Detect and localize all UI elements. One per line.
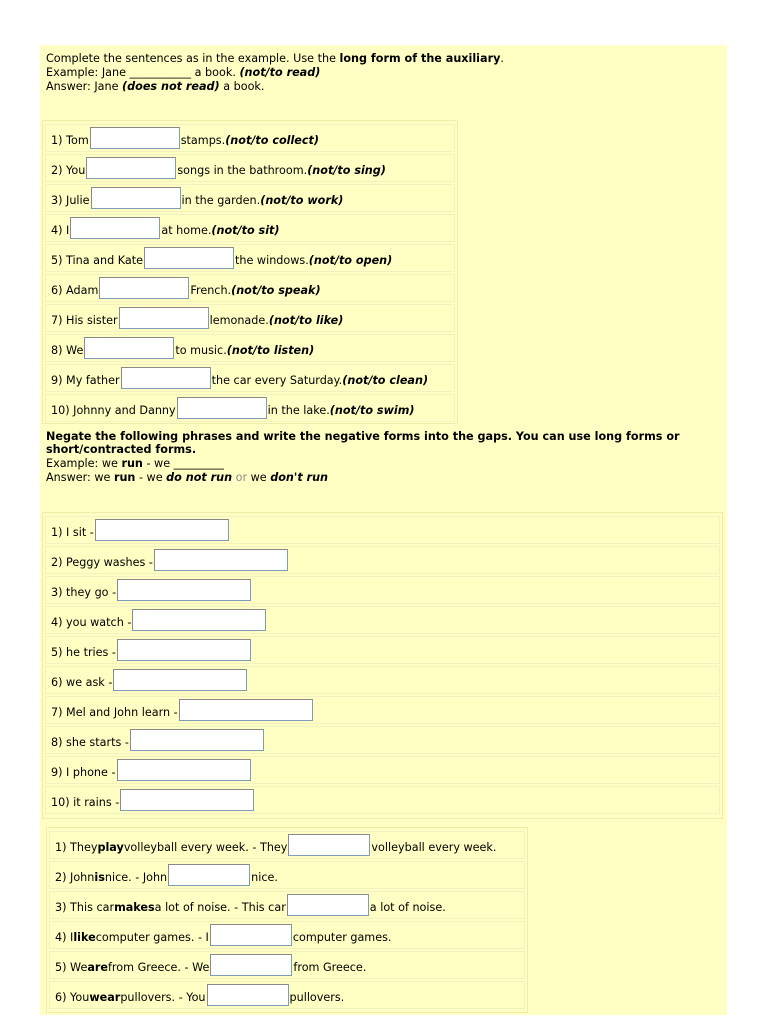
answer-input[interactable] [95, 519, 229, 541]
answer-input[interactable] [119, 307, 209, 329]
exercise1-row [45, 214, 455, 242]
answer-input[interactable] [287, 894, 369, 916]
answer-input[interactable] [177, 397, 267, 419]
section1-example [46, 66, 320, 79]
example-hint: (not/to read) [239, 66, 321, 79]
exercise1-row [45, 274, 455, 302]
exercise2-row [45, 636, 720, 664]
answer-input[interactable] [99, 277, 189, 299]
row-suffix: to music. [175, 344, 227, 357]
answer-input[interactable] [90, 127, 180, 149]
row-suffix: at home. [161, 224, 212, 237]
instruction-end: . [500, 52, 504, 65]
answer-input[interactable] [144, 247, 234, 269]
row-hint: (not/to listen) [226, 344, 315, 357]
exercise3-table [46, 827, 528, 1013]
answer-input[interactable] [168, 864, 250, 886]
exercise1-row [45, 154, 455, 182]
row-suffix: the windows. [235, 254, 309, 267]
exercise2-row [45, 756, 720, 784]
row-prefix: 7) His sister [51, 314, 118, 327]
exercise1-row [45, 244, 455, 272]
answer-input[interactable] [117, 759, 251, 781]
row-suffix: pullovers. [289, 991, 345, 1004]
section2-instruction-line1: Negate the following phrases and write the negative forms into the gaps. You can use long forms or [46, 430, 680, 443]
row-hint: (not/to clean) [342, 374, 429, 387]
row-suffix: in the lake. [267, 404, 330, 417]
answer-text: Answer: Jane [46, 80, 123, 93]
instruction-text: Complete the sentences as in the example. Use the [46, 52, 340, 65]
row-prefix: 4) I [55, 931, 74, 944]
row-hint: (not/to speak) [231, 284, 321, 297]
example-text: Example: we [46, 457, 122, 470]
row-prefix: 1) They [55, 841, 98, 854]
row-hint: (not/to open) [308, 254, 393, 267]
exercise3-row [49, 891, 525, 919]
row-hint: (not/to sit) [211, 224, 280, 237]
row-middle: a lot of noise. - This car [154, 901, 286, 914]
exercise2-row [45, 546, 720, 574]
worksheet [40, 45, 727, 1015]
section1-answer [46, 80, 264, 93]
row-prefix: 5) Tina and Kate [51, 254, 144, 267]
row-suffix: a lot of noise. [369, 901, 446, 914]
row-middle: computer games. - I [95, 931, 209, 944]
row-prefix: 4) you watch - [51, 616, 132, 629]
answer-end: a book. [219, 80, 265, 93]
row-prefix: 8) she starts - [51, 736, 129, 749]
exercise1-row [45, 394, 455, 422]
row-prefix: 7) Mel and John learn - [51, 706, 178, 719]
row-hint: (not/to collect) [225, 134, 319, 147]
row-hint: (not/to work) [260, 194, 344, 207]
row-suffix: volleyball every week. [371, 841, 497, 854]
row-suffix: French. [190, 284, 232, 297]
exercise2-row [45, 666, 720, 694]
answer-input[interactable] [130, 729, 264, 751]
row-prefix: 5) he tries - [51, 646, 116, 659]
answer-long-form: do not run [166, 471, 233, 484]
answer-input[interactable] [132, 609, 266, 631]
row-prefix: 10) Johnny and Danny [51, 404, 176, 417]
example-end: - we _________ [142, 457, 224, 470]
row-prefix: 3) This car [55, 901, 115, 914]
row-suffix: lemonade. [209, 314, 269, 327]
row-prefix: 1) Tom [51, 134, 89, 147]
row-middle: pullovers. - You [120, 991, 206, 1004]
row-suffix: in the garden. [181, 194, 261, 207]
row-prefix: 3) they go - [51, 586, 117, 599]
row-prefix: 3) Julie [51, 194, 90, 207]
row-prefix: 6) Adam [51, 284, 99, 297]
answer-bold: (does not read) [122, 80, 220, 93]
exercise3-row [49, 981, 525, 1009]
row-prefix: 8) We [51, 344, 84, 357]
example-text: Example: Jane ___________ a book. [46, 66, 240, 79]
row-verb: wear [89, 991, 121, 1004]
row-prefix: 6) we ask - [51, 676, 113, 689]
row-prefix: 4) I [51, 224, 70, 237]
row-suffix: the car every Saturday. [211, 374, 343, 387]
answer-text: Answer: we [46, 471, 114, 484]
exercise2-row [45, 516, 720, 544]
answer-input[interactable] [179, 699, 313, 721]
row-suffix: from Greece. [293, 961, 367, 974]
exercise3-row [49, 921, 525, 949]
exercise3-row [49, 831, 525, 859]
row-middle: volleyball every week. - They [123, 841, 288, 854]
exercise1-row [45, 124, 455, 152]
answer-input[interactable] [113, 669, 247, 691]
row-hint: (not/to like) [268, 314, 344, 327]
answer-input[interactable] [117, 639, 251, 661]
row-hint: (not/to sing) [307, 164, 386, 177]
exercise2-row [45, 606, 720, 634]
exercise1-row [45, 304, 455, 332]
row-prefix: 2) Peggy washes - [51, 556, 153, 569]
row-middle: from Greece. - We [107, 961, 210, 974]
answer-input[interactable] [120, 789, 254, 811]
answer-input[interactable] [70, 217, 160, 239]
answer-input[interactable] [84, 337, 174, 359]
example-bold: run [121, 457, 143, 470]
row-prefix: 2) You [51, 164, 86, 177]
row-prefix: 5) We [55, 961, 88, 974]
row-hint: (not/to swim) [329, 404, 415, 417]
row-prefix: 6) You [55, 991, 90, 1004]
answer-input[interactable] [91, 187, 181, 209]
answer-input[interactable] [121, 367, 211, 389]
row-verb: are [87, 961, 108, 974]
row-suffix: stamps. [180, 134, 226, 147]
section2-instruction-line2: short/contracted forms. [46, 443, 197, 456]
row-prefix: 9) My father [51, 374, 120, 387]
row-prefix: 9) I phone - [51, 766, 116, 779]
exercise3-row [49, 861, 525, 889]
exercise2-row [45, 696, 720, 724]
exercise1-row [45, 334, 455, 362]
exercise3-row [49, 951, 525, 979]
answer-we: we [250, 471, 271, 484]
answer-input[interactable] [154, 549, 288, 571]
instruction-bold: long form of the auxiliary [339, 52, 501, 65]
exercise1-row [45, 184, 455, 212]
exercise1-table [42, 120, 458, 424]
row-suffix: nice. [251, 871, 278, 884]
answer-input[interactable] [117, 579, 251, 601]
exercise2-row [45, 726, 720, 754]
answer-input[interactable] [288, 834, 370, 856]
section1-instruction [46, 52, 504, 65]
section2-answer [46, 471, 328, 484]
exercise2-table [42, 512, 723, 819]
answer-input[interactable] [207, 984, 289, 1006]
answer-mid: - we [135, 471, 167, 484]
answer-input[interactable] [86, 157, 176, 179]
row-prefix: 10) it rains - [51, 796, 120, 809]
row-suffix: songs in the bathroom. [177, 164, 308, 177]
row-suffix: computer games. [292, 931, 392, 944]
row-verb: like [73, 931, 96, 944]
exercise2-row [45, 576, 720, 604]
exercise1-row [45, 364, 455, 392]
answer-or: or [232, 471, 251, 484]
row-verb: makes [114, 901, 155, 914]
row-verb: is [94, 871, 105, 884]
exercise2-row [45, 786, 720, 814]
row-middle: nice. - John [104, 871, 168, 884]
answer-input[interactable] [210, 924, 292, 946]
answer-input[interactable] [210, 954, 292, 976]
row-prefix: 2) John [55, 871, 95, 884]
answer-verb: run [113, 471, 136, 484]
answer-short-form: don't run [270, 471, 329, 484]
row-verb: play [97, 841, 124, 854]
section2-example [46, 457, 224, 470]
row-prefix: 1) I sit - [51, 526, 94, 539]
